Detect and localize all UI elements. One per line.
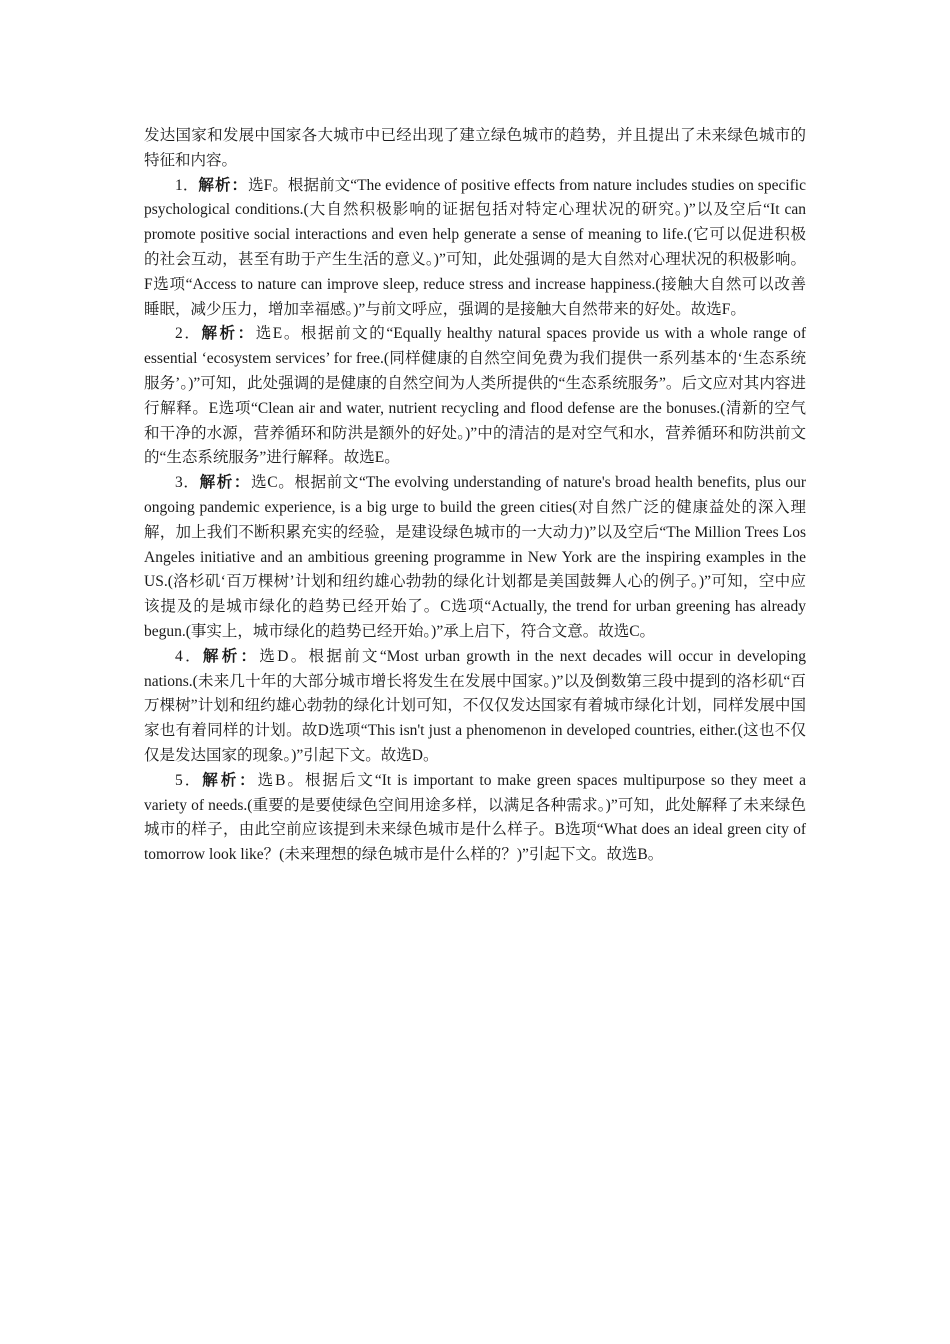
item-text: 选C。根据前文“The evolving understanding of nature's broad health benefits, plus our ongoing pandemic experience, is a big urge to build the green cities(对自然广泛的健康益处的深入理解，加上我们不断积累充实的经验，是建设绿色城市的一大动力)”以及空后“The Million Trees Los Angeles initiative and an ambitious greening programme in New York are the inspiring examples in the US.(洛杉矶‘百万棵树’计划和纽约雄心勃勃的绿化计划都是美国鼓舞人心的例子。)”可知，空中应该提及的是城市绿化的趋势已经开始了。C选项“Actually, the trend for urban greening has already begun.(事实上，城市绿化的趋势已经开始。)”承上启下，符合文意。故选C。: [144, 474, 806, 640]
answer-explanation-document: [144, 124, 806, 868]
item-label: 解析：: [202, 647, 260, 665]
explanation-item-1: [144, 174, 806, 323]
explanation-item-5: [144, 769, 806, 868]
item-label: 解析：: [202, 771, 258, 789]
item-number: 4．: [175, 647, 203, 665]
item-label: 解析：: [201, 325, 256, 343]
item-number: 5．: [175, 771, 203, 789]
item-number: 1．: [175, 176, 199, 194]
item-text: 选F。根据前文“The evidence of positive effects from nature includes studies on specific psychological conditions.(大自然积极影响的证据包括对特定心理状况的研究。)”以及空后“It can promote positive social interactions and even help generate a sense of meaning to life.(它可以促进积极的社会互动，甚至有助于产生生活的意义。)”可知，此处强调的是大自然对心理状况的积极影响。F选项“Access to nature can improve sleep, reduce stress and increase happiness.(接触大自然可以改善睡眠，减少压力，增加幸福感。)”与前文呼应，强调的是接触大自然带来的好处。故选F。: [144, 176, 806, 318]
explanation-item-2: [144, 322, 806, 471]
item-text: 选B。根据后文“It is important to make green spaces multipurpose so they meet a variety of needs.(重要的是要使绿色空间用途多样，以满足各种需求。)”可知，此处解释了未来绿色城市的样子，由此空前应该提到未来绿色城市是什么样子。B选项“What does an ideal green city of tomorrow look like？(未来理想的绿色城市是什么样的？)”引起下文。故选B。: [144, 771, 806, 864]
item-number: 2．: [175, 325, 202, 343]
item-text: 选D。根据前文“Most urban growth in the next decades will occur in developing nations.(未来几十年的大部分城市增长将发生在发展中国家。)”以及倒数第三段中提到的洛杉矶“百万棵树”计划和纽约雄心勃勃的绿化计划可知，不仅仅发达国家有着城市绿化计划，同样发展中国家也有着同样的计划。故D选项“This isn't just a phenomenon in developed countries, either.(这也不仅仅是发达国家的现象。)”引起下文。故选D。: [144, 647, 806, 764]
item-text: 选E。根据前文的“Equally healthy natural spaces provide us with a whole range of essential ‘ecosystem services’ for free.(同样健康的自然空间免费为我们提供一系列基本的‘生态系统服务’。)”可知，此处强调的是健康的自然空间为人类所提供的“生态系统服务”。后文应对其内容进行解释。E选项“Clean air and water, nutrient recycling and flood defense are the bonuses.(清新的空气和干净的水源，营养循环和防洪是额外的好处。)”中的清洁的是对空气和水，营养循环和防洪前文的“生态系统服务”进行解释。故选E。: [144, 325, 806, 467]
explanation-item-4: [144, 645, 806, 769]
item-label: 解析：: [199, 474, 252, 492]
item-label: 解析：: [198, 176, 249, 194]
intro-paragraph: 发达国家和发展中国家各大城市中已经出现了建立绿色城市的趋势，并且提出了未来绿色城市的特征和内容。: [144, 127, 806, 169]
item-number: 3．: [175, 474, 200, 492]
explanation-item-3: [144, 471, 806, 645]
